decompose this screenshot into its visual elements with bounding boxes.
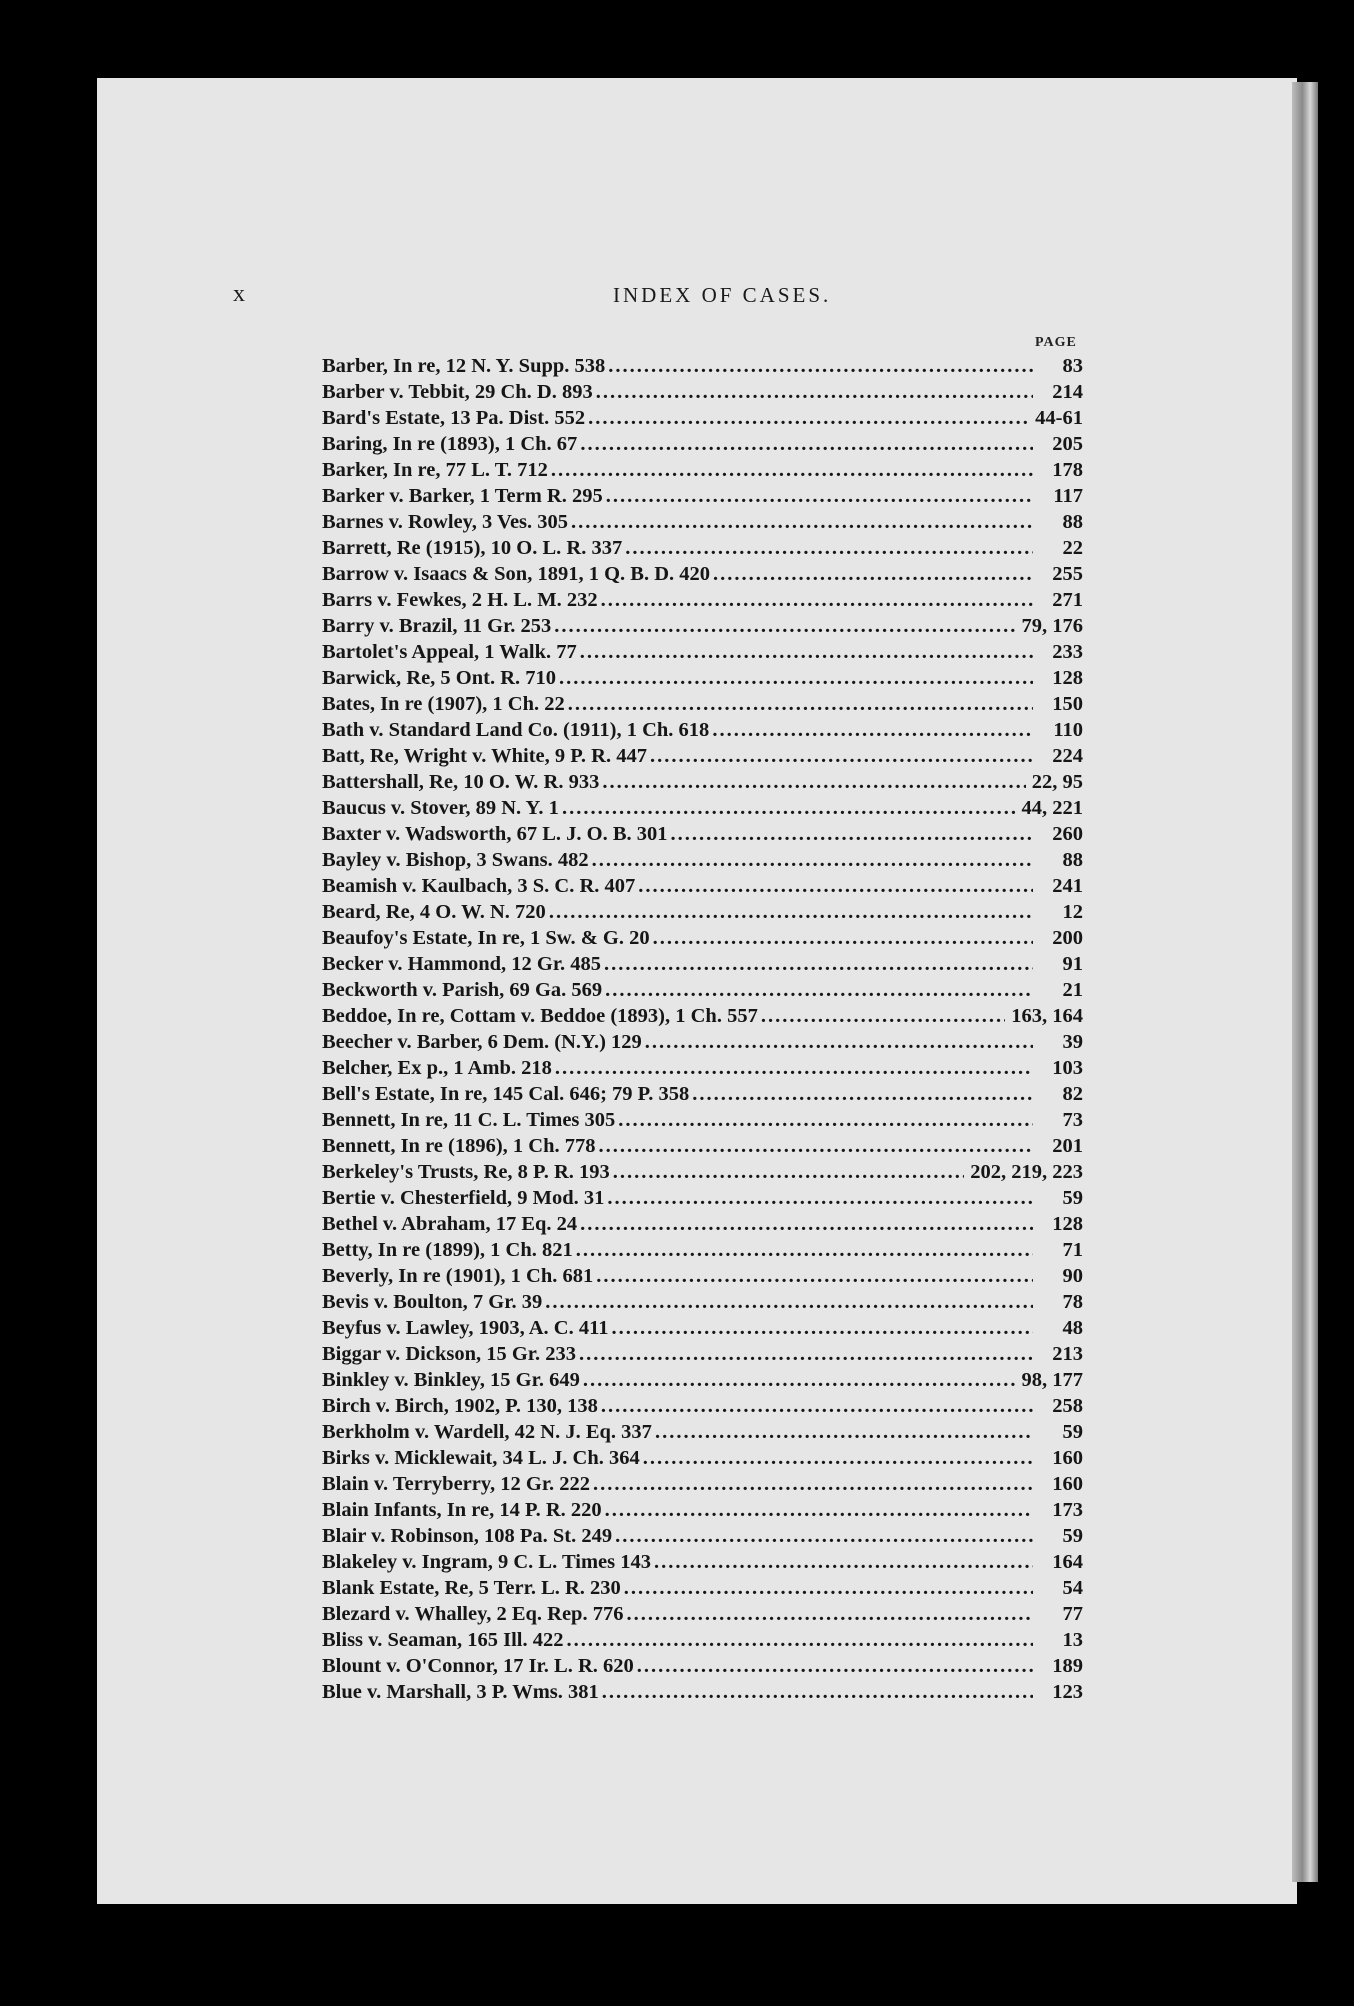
page-reference: 255 <box>1052 563 1083 585</box>
dot-leader <box>596 381 1033 404</box>
dot-leader <box>650 745 1033 768</box>
page-reference: 59 <box>1062 1525 1083 1547</box>
case-citation: Batt, Re, Wright v. White, 9 P. R. 447 <box>322 745 647 767</box>
case-citation: Baucus v. Stover, 89 N. Y. 1 <box>322 797 559 819</box>
case-citation: Beaufoy's Estate, In re, 1 Sw. & G. 20 <box>322 927 650 949</box>
page-reference: 21 <box>1062 979 1083 1001</box>
case-citation: Bartolet's Appeal, 1 Walk. 77 <box>322 641 577 663</box>
index-entry <box>322 1496 1083 1522</box>
page-reference: 82 <box>1062 1083 1083 1105</box>
page-reference: 233 <box>1052 641 1083 663</box>
page-reference: 150 <box>1052 693 1083 715</box>
dot-leader <box>671 823 1034 846</box>
dot-leader <box>592 849 1033 872</box>
dot-leader <box>580 641 1033 664</box>
case-citation: Barry v. Brazil, 11 Gr. 253 <box>322 615 552 637</box>
index-entry <box>322 508 1083 534</box>
case-citation: Beecher v. Barber, 6 Dem. (N.Y.) 129 <box>322 1031 642 1053</box>
index-entry <box>322 404 1083 430</box>
page-reference: 77 <box>1062 1603 1083 1625</box>
index-entry <box>322 1184 1083 1210</box>
index-entry <box>322 1080 1083 1106</box>
page-edge-shadow <box>1292 82 1318 1882</box>
page-reference: 117 <box>1053 485 1083 507</box>
case-citation: Bertie v. Chesterfield, 9 Mod. 31 <box>322 1187 605 1209</box>
dot-leader <box>555 1057 1033 1080</box>
page-reference: 48 <box>1062 1317 1083 1339</box>
page-reference: 98, 177 <box>1021 1369 1083 1391</box>
index-entry <box>322 1678 1083 1704</box>
dot-leader <box>607 1187 1033 1210</box>
index-entry <box>322 1288 1083 1314</box>
dot-leader <box>624 1577 1033 1600</box>
case-citation: Baring, In re (1893), 1 Ch. 67 <box>322 433 578 455</box>
case-citation: Barker, In re, 77 L. T. 712 <box>322 459 548 481</box>
index-entry <box>322 1470 1083 1496</box>
page-reference: 201 <box>1052 1135 1083 1157</box>
index-entry <box>322 1158 1083 1184</box>
dot-leader <box>606 485 1033 508</box>
index-entry <box>322 586 1083 612</box>
dot-leader <box>602 771 1025 794</box>
case-citation: Bevis v. Boulton, 7 Gr. 39 <box>322 1291 543 1313</box>
dot-leader <box>588 407 1029 430</box>
case-citation: Beyfus v. Lawley, 1903, A. C. 411 <box>322 1317 609 1339</box>
case-citation: Bell's Estate, In re, 145 Cal. 646; 79 P. 358 <box>322 1083 690 1105</box>
case-citation: Blank Estate, Re, 5 Terr. L. R. 230 <box>322 1577 621 1599</box>
page-reference: 44-61 <box>1035 407 1083 429</box>
dot-leader <box>643 1447 1033 1470</box>
dot-leader <box>611 1317 1033 1340</box>
dot-leader <box>601 1395 1033 1418</box>
dot-leader <box>571 511 1033 534</box>
page-reference: 39 <box>1062 1031 1083 1053</box>
index-entry <box>322 1054 1083 1080</box>
index-entry <box>322 846 1083 872</box>
page-reference: 258 <box>1052 1395 1083 1417</box>
page-reference: 178 <box>1052 459 1083 481</box>
case-citation: Barwick, Re, 5 Ont. R. 710 <box>322 667 557 689</box>
case-citation: Beddoe, In re, Cottam v. Beddoe (1893), 1 Ch. 557 <box>322 1005 758 1027</box>
page-reference: 110 <box>1053 719 1083 741</box>
case-index-list <box>322 352 1083 1704</box>
case-citation: Binkley v. Binkley, 15 Gr. 649 <box>322 1369 580 1391</box>
dot-leader <box>608 355 1033 378</box>
index-entry <box>322 482 1083 508</box>
case-citation: Barrow v. Isaacs & Son, 1891, 1 Q. B. D. 420 <box>322 563 711 585</box>
dot-leader <box>545 1291 1033 1314</box>
index-entry <box>322 378 1083 404</box>
page-reference: 163, 164 <box>1011 1005 1083 1027</box>
page-reference: 202, 219, 223 <box>970 1161 1083 1183</box>
dot-leader <box>567 1629 1034 1652</box>
dot-leader <box>713 563 1033 586</box>
page-reference: 224 <box>1052 745 1083 767</box>
case-citation: Barber v. Tebbit, 29 Ch. D. 893 <box>322 381 593 403</box>
index-entry <box>322 924 1083 950</box>
dot-leader <box>562 797 1016 820</box>
dot-leader <box>593 1473 1033 1496</box>
dot-leader <box>761 1005 1005 1028</box>
dot-leader <box>604 953 1033 976</box>
index-entry <box>322 1522 1083 1548</box>
index-entry <box>322 1548 1083 1574</box>
case-citation: Barnes v. Rowley, 3 Ves. 305 <box>322 511 569 533</box>
index-entry <box>322 1314 1083 1340</box>
dot-leader <box>653 927 1033 950</box>
case-citation: Bard's Estate, 13 Pa. Dist. 552 <box>322 407 586 429</box>
page-reference: 260 <box>1052 823 1083 845</box>
dot-leader <box>580 433 1033 456</box>
case-citation: Bates, In re (1907), 1 Ch. 22 <box>322 693 565 715</box>
case-citation: Baxter v. Wadsworth, 67 L. J. O. B. 301 <box>322 823 668 845</box>
index-entry <box>322 1340 1083 1366</box>
case-citation: Berkeley's Trusts, Re, 8 P. R. 193 <box>322 1161 610 1183</box>
case-citation: Birks v. Micklewait, 34 L. J. Ch. 364 <box>322 1447 640 1469</box>
index-entry <box>322 560 1083 586</box>
page-reference: 88 <box>1062 849 1083 871</box>
index-entry <box>322 1002 1083 1028</box>
index-entry <box>322 794 1083 820</box>
page-reference: 13 <box>1062 1629 1083 1651</box>
page-reference: 128 <box>1052 1213 1083 1235</box>
index-entry <box>322 898 1083 924</box>
case-citation: Beverly, In re (1901), 1 Ch. 681 <box>322 1265 594 1287</box>
index-entry <box>322 716 1083 742</box>
dot-leader <box>554 615 1015 638</box>
dot-leader <box>637 1655 1033 1678</box>
index-entry <box>322 950 1083 976</box>
dot-leader <box>596 1265 1033 1288</box>
dot-leader <box>615 1525 1033 1548</box>
page-reference: 205 <box>1052 433 1083 455</box>
page-reference: 214 <box>1052 381 1083 403</box>
case-citation: Belcher, Ex p., 1 Amb. 218 <box>322 1057 552 1079</box>
index-entry <box>322 534 1083 560</box>
page-column-heading: PAGE <box>1035 335 1077 350</box>
case-citation: Battershall, Re, 10 O. W. R. 933 <box>322 771 600 793</box>
dot-leader <box>618 1109 1033 1132</box>
index-entry <box>322 638 1083 664</box>
case-citation: Blain v. Terryberry, 12 Gr. 222 <box>322 1473 591 1495</box>
page-reference: 160 <box>1052 1447 1083 1469</box>
case-citation: Bayley v. Bishop, 3 Swans. 482 <box>322 849 589 871</box>
page-reference: 54 <box>1062 1577 1083 1599</box>
page-reference: 78 <box>1062 1291 1083 1313</box>
case-citation: Berkholm v. Wardell, 42 N. J. Eq. 337 <box>322 1421 652 1443</box>
page-folio: x <box>233 281 246 307</box>
dot-leader <box>579 1343 1033 1366</box>
case-citation: Bennett, In re (1896), 1 Ch. 778 <box>322 1135 596 1157</box>
case-citation: Barker v. Barker, 1 Term R. 295 <box>322 485 603 507</box>
dot-leader <box>605 979 1033 1002</box>
dot-leader <box>626 1603 1033 1626</box>
dot-leader <box>549 901 1033 924</box>
index-entry <box>322 1028 1083 1054</box>
case-citation: Blue v. Marshall, 3 P. Wms. 381 <box>322 1681 599 1703</box>
index-entry <box>322 1236 1083 1262</box>
dot-leader <box>605 1499 1033 1522</box>
index-entry <box>322 820 1083 846</box>
dot-leader <box>599 1135 1033 1158</box>
page-reference: 22, 95 <box>1031 771 1083 793</box>
case-citation: Beamish v. Kaulbach, 3 S. C. R. 407 <box>322 875 636 897</box>
index-entry <box>322 430 1083 456</box>
index-entry <box>322 768 1083 794</box>
dot-leader <box>576 1239 1033 1262</box>
case-citation: Biggar v. Dickson, 15 Gr. 233 <box>322 1343 577 1365</box>
page-reference: 160 <box>1052 1473 1083 1495</box>
page-reference: 123 <box>1052 1681 1083 1703</box>
index-entry <box>322 976 1083 1002</box>
dot-leader <box>625 537 1033 560</box>
dot-leader <box>601 589 1033 612</box>
case-citation: Barber, In re, 12 N. Y. Supp. 538 <box>322 355 606 377</box>
page-reference: 83 <box>1062 355 1083 377</box>
index-entry <box>322 690 1083 716</box>
index-entry <box>322 1392 1083 1418</box>
page-reference: 241 <box>1052 875 1083 897</box>
case-citation: Becker v. Hammond, 12 Gr. 485 <box>322 953 602 975</box>
case-citation: Blezard v. Whalley, 2 Eq. Rep. 776 <box>322 1603 624 1625</box>
dot-leader <box>568 693 1033 716</box>
dot-leader <box>645 1031 1033 1054</box>
case-citation: Bath v. Standard Land Co. (1911), 1 Ch. 618 <box>322 719 710 741</box>
page-reference: 200 <box>1052 927 1083 949</box>
page-reference: 271 <box>1052 589 1083 611</box>
dot-leader <box>655 1421 1033 1444</box>
page-reference: 128 <box>1052 667 1083 689</box>
case-citation: Barrs v. Fewkes, 2 H. L. M. 232 <box>322 589 598 611</box>
case-citation: Blount v. O'Connor, 17 Ir. L. R. 620 <box>322 1655 634 1677</box>
page-reference: 79, 176 <box>1021 615 1083 637</box>
case-citation: Bennett, In re, 11 C. L. Times 305 <box>322 1109 616 1131</box>
page-reference: 189 <box>1052 1655 1083 1677</box>
page-reference: 44, 221 <box>1021 797 1083 819</box>
dot-leader <box>551 459 1033 482</box>
case-citation: Bliss v. Seaman, 165 Ill. 422 <box>322 1629 564 1651</box>
dot-leader <box>583 1369 1016 1392</box>
case-citation: Beard, Re, 4 O. W. N. 720 <box>322 901 546 923</box>
case-citation: Blair v. Robinson, 108 Pa. St. 249 <box>322 1525 613 1547</box>
page-header <box>233 281 1085 313</box>
page-reference: 88 <box>1062 511 1083 533</box>
index-entry <box>322 1652 1083 1678</box>
index-entry <box>322 1626 1083 1652</box>
index-entry <box>322 456 1083 482</box>
dot-leader <box>638 875 1033 898</box>
page-reference: 22 <box>1062 537 1083 559</box>
index-entry <box>322 664 1083 690</box>
page-reference: 213 <box>1052 1343 1083 1365</box>
case-citation: Betty, In re (1899), 1 Ch. 821 <box>322 1239 573 1261</box>
case-citation: Bethel v. Abraham, 17 Eq. 24 <box>322 1213 578 1235</box>
index-entry <box>322 1444 1083 1470</box>
index-entry <box>322 1574 1083 1600</box>
running-title: INDEX OF CASES. <box>613 283 832 307</box>
dot-leader <box>654 1551 1033 1574</box>
index-entry <box>322 1262 1083 1288</box>
page-reference: 90 <box>1062 1265 1083 1287</box>
index-entry <box>322 612 1083 638</box>
dot-leader <box>559 667 1033 690</box>
dot-leader <box>712 719 1033 742</box>
page-reference: 12 <box>1062 901 1083 923</box>
page-reference: 59 <box>1062 1187 1083 1209</box>
page-reference: 173 <box>1052 1499 1083 1521</box>
dot-leader <box>692 1083 1033 1106</box>
index-entry <box>322 352 1083 378</box>
index-entry <box>322 1210 1083 1236</box>
index-entry <box>322 872 1083 898</box>
index-entry <box>322 742 1083 768</box>
case-citation: Beckworth v. Parish, 69 Ga. 569 <box>322 979 603 1001</box>
index-entry <box>322 1106 1083 1132</box>
page-reference: 103 <box>1052 1057 1083 1079</box>
case-citation: Barrett, Re (1915), 10 O. L. R. 337 <box>322 537 623 559</box>
index-entry <box>322 1600 1083 1626</box>
case-citation: Blain Infants, In re, 14 P. R. 220 <box>322 1499 602 1521</box>
page-reference: 164 <box>1052 1551 1083 1573</box>
case-citation: Blakeley v. Ingram, 9 C. L. Times 143 <box>322 1551 651 1573</box>
index-entry <box>322 1418 1083 1444</box>
index-entry <box>322 1132 1083 1158</box>
dot-leader <box>602 1681 1033 1704</box>
dot-leader <box>580 1213 1033 1236</box>
case-citation: Birch v. Birch, 1902, P. 130, 138 <box>322 1395 598 1417</box>
page-reference: 91 <box>1062 953 1083 975</box>
index-entry <box>322 1366 1083 1392</box>
dot-leader <box>613 1161 964 1184</box>
page-reference: 73 <box>1062 1109 1083 1131</box>
page-reference: 71 <box>1062 1239 1083 1261</box>
page-reference: 59 <box>1062 1421 1083 1443</box>
